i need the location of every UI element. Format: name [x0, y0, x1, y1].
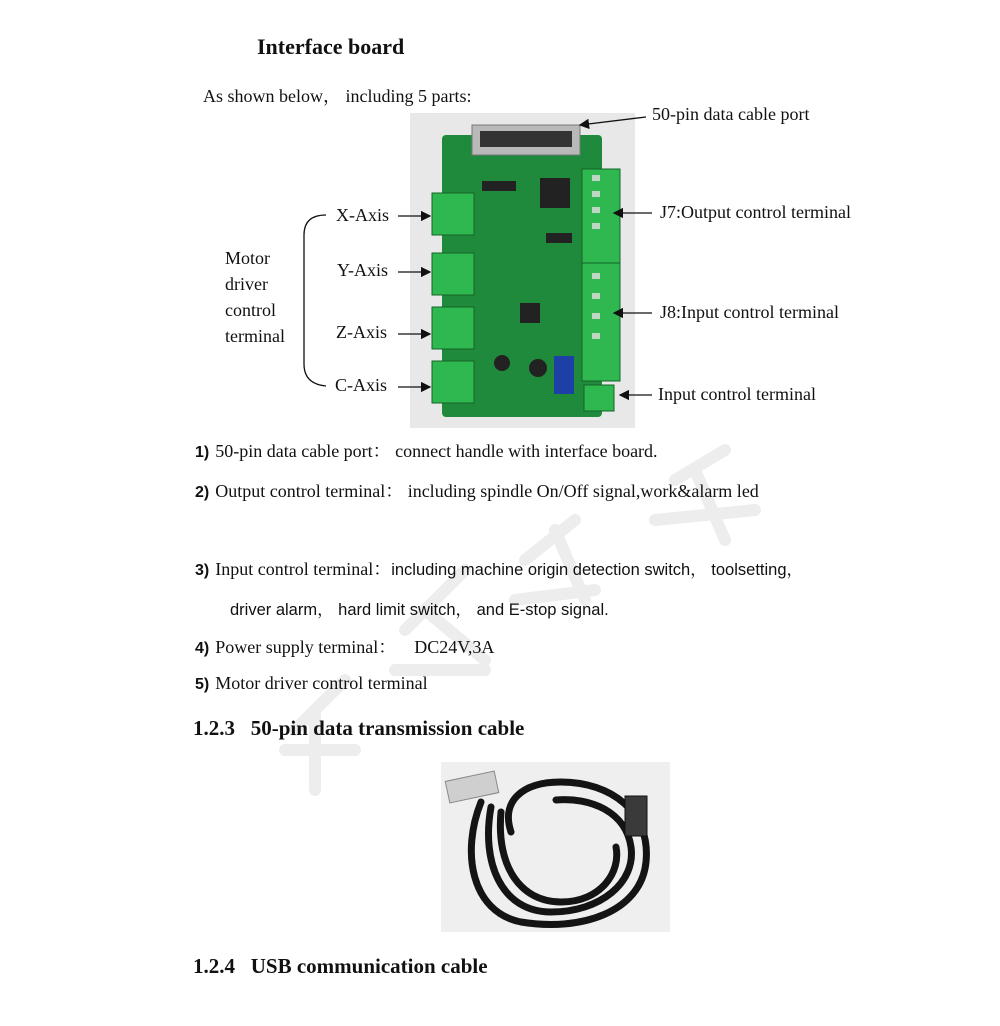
- section-heading-123: 1.2.3 50-pin data transmission cable: [193, 716, 525, 740]
- page-heading: Interface board: [257, 34, 405, 59]
- motor-label-line-3: control: [225, 300, 276, 320]
- list-item-text: Output control terminal： including spindle On/Off signal,work&alarm led: [215, 481, 759, 501]
- list-item: [195, 633, 494, 659]
- list-item-number: 1): [195, 444, 210, 461]
- list-item-continuation: driver alarm， hard limit switch， and E-stop signal.: [230, 601, 609, 619]
- list-item-text: Motor driver control terminal: [215, 673, 428, 693]
- motor-label-line-1: Motor: [225, 248, 270, 268]
- list-item-number: 5): [195, 676, 210, 693]
- list-item-number: 2): [195, 484, 210, 501]
- label-y-axis: Y-Axis: [337, 260, 389, 280]
- motor-label-line-2: driver: [225, 274, 268, 294]
- label-x-axis: X-Axis: [336, 205, 389, 225]
- label-j8: J8:Input control terminal: [660, 302, 839, 322]
- intro-text: As shown below， including 5 parts:: [203, 86, 472, 106]
- label-50pin-port: 50-pin data cable port: [652, 104, 810, 124]
- list-item: [195, 555, 803, 581]
- list-item-text: Power supply terminal： DC24V,3A: [215, 637, 495, 657]
- list-item: [195, 477, 759, 503]
- label-j7: J7:Output control terminal: [660, 202, 851, 222]
- list-item-text-cont: including machine origin detection switch， toolsetting，: [391, 561, 804, 579]
- motor-label-line-4: terminal: [225, 326, 285, 346]
- section-heading-124: 1.2.4 USB communication cable: [193, 954, 488, 978]
- list-item-text: 50-pin data cable port： connect handle with interface board.: [215, 441, 658, 461]
- list-item-number: 3): [195, 562, 210, 579]
- label-c-axis: C-Axis: [335, 375, 388, 395]
- label-z-axis: Z-Axis: [336, 322, 387, 342]
- list-item-text: Input control terminal：: [215, 559, 392, 579]
- label-input-control: Input control terminal: [658, 384, 816, 404]
- data-cable-image: [441, 762, 670, 932]
- list-item: [195, 437, 658, 463]
- list-item-number: 4): [195, 640, 210, 657]
- list-item: [195, 673, 428, 694]
